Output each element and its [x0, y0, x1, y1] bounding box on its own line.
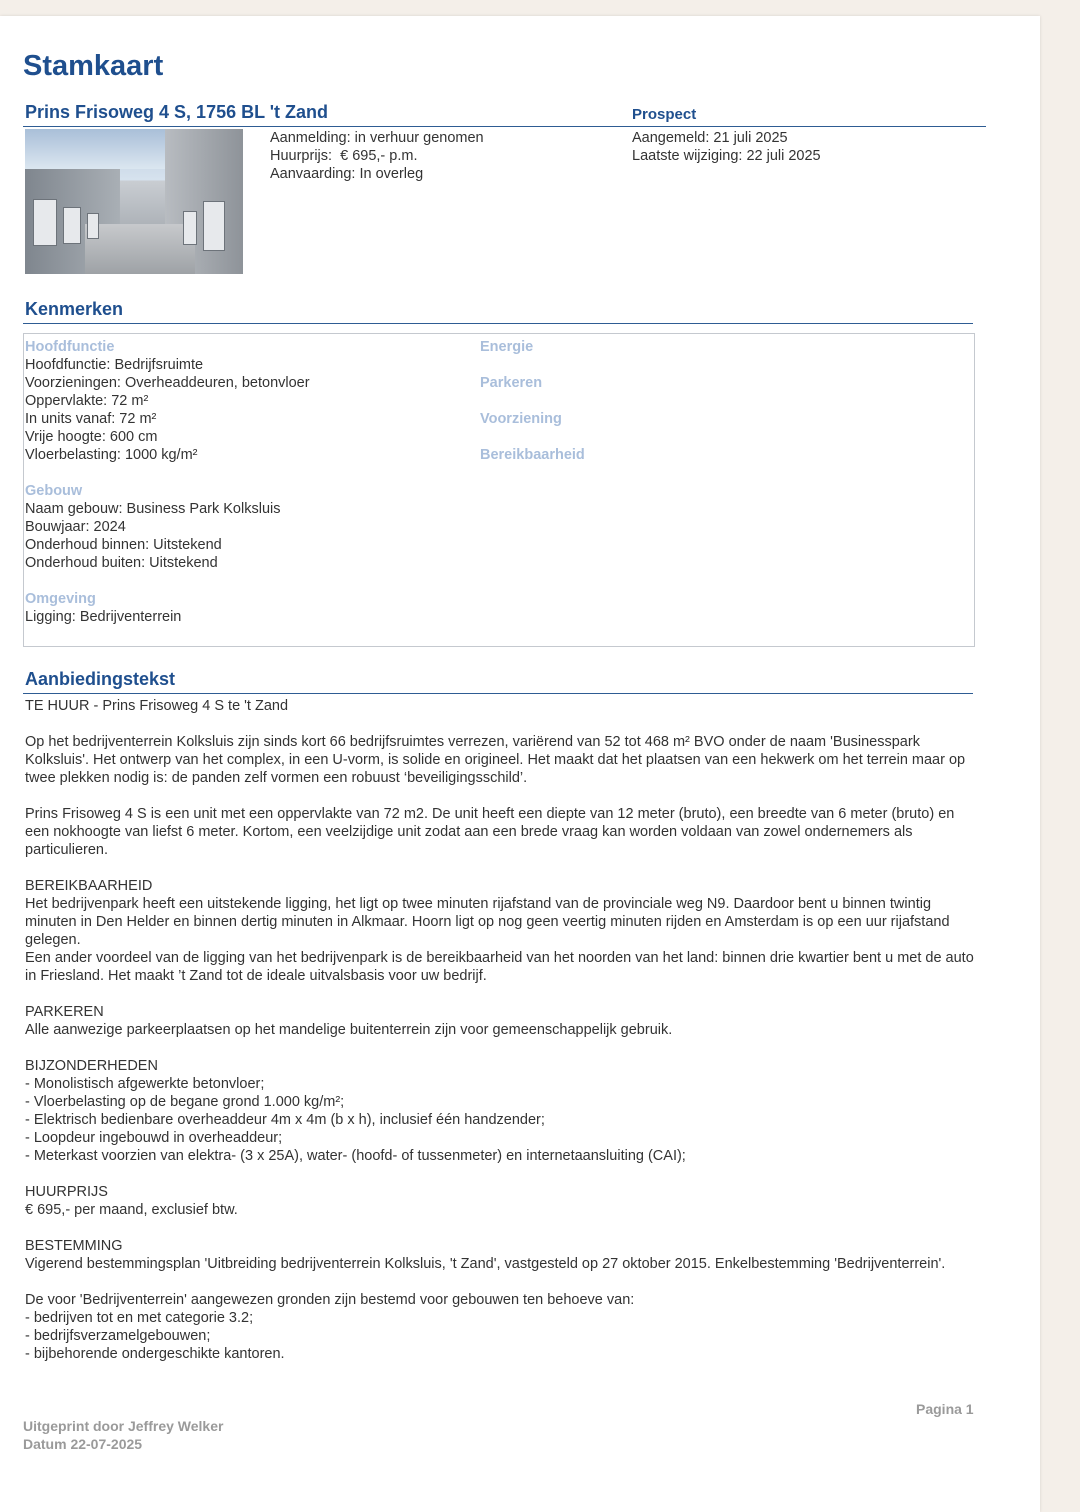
kenmerk-item: In units vanaf: 72 m² [25, 411, 157, 427]
kenmerk-item: Bouwjaar: 2024 [25, 519, 126, 535]
page-title: Stamkaart [23, 50, 164, 82]
voorziening-subheading: Voorziening [480, 411, 562, 427]
printed-by: Uitgeprint door Jeffrey Welker [23, 1418, 224, 1434]
laatste-wijziging-date: Laatste wijziging: 22 juli 2025 [632, 148, 821, 164]
aanbiedingstekst-heading: Aanbiedingstekst [25, 669, 176, 689]
property-address: Prins Frisoweg 4 S, 1756 BL 't Zand [25, 102, 329, 122]
parkeren-subheading: Parkeren [480, 375, 543, 391]
kenmerk-item: Ligging: Bedrijventerrein [25, 609, 182, 625]
listing-summary [270, 129, 484, 183]
kenmerk-item: Vloerbelasting: 1000 kg/m² [25, 447, 198, 463]
bereikbaarheid-subheading: Bereikbaarheid [480, 447, 585, 463]
listing-dates [632, 129, 821, 165]
energie-subheading: Energie [480, 339, 534, 355]
kenmerk-item: Oppervlakte: 72 m² [25, 393, 149, 409]
aanbiedingstekst-body: TE HUUR - Prins Frisoweg 4 S te 't Zand Op het bedrijventerrein Kolksluis zijn sinds kort 66 bedrijfsruimtes verrezen, variërend van 52 tot 468 m² BVO onder de naam 'Businesspark Kolksluis'. Het ontwerp van het complex, in een U-vorm, is solide en origineel. Het maakt dat het plaatsen van een hekwerk om het terrein maar op twee plekken nodig is: de panden zelf vormen een robuust ‘beveiligingsschild’. Prins Frisoweg 4 S is een unit met een oppervlakte van 72 m2. De unit heeft een diepte van 12 meter (bruto), een breedte van 6 meter (bruto) en een nokhoogte van liefst 6 meter. Kortom, een veelzijdige unit zodat aan een brede vraag kan worden voldaan van zowel ondernemers als particulieren. BEREIKBAARHEID Het bedrijvenpark heeft een uitstekende ligging, het ligt op twee minuten rijafstand van de provinciale weg N9. Daardoor bent u binnen twintig minuten in Den Helder en binnen dertig minuten in Alkmaar. Hoorn ligt op nog geen veertig minuten rijden en Amsterdam is op een uur rijafstand gelegen. Een ander voordeel van de ligging van het bedrijvenpark is de bereikbaarheid van het noorden van het land: binnen drie kwartier bent u met de auto in Friesland. Het maakt ’t Zand tot de ideale uitvalsbasis voor uw bedrijf. PARKEREN Alle aanwezige parkeerplaatsen op het mandelige buitenterrein zijn voor gemeenschappelijk gebruik. BIJZONDERHEDEN - Monolistisch afgewerkte betonvloer; - Vloerbelasting op de begane grond 1.000 kg/m²; - Elektrisch bedienbare overheaddeur 4m x 4m (b x h), inclusief één handzender; - Loopdeur ingebouwd in overheaddeur; - Meterkast voorzien van elektra- (3 x 25A), water- (hoofd- of tussenmeter) en internetaansluiting (CAI); HUURPRIJS € 695,- per maand, exclusief btw. BESTEMMING Vigerend bestemmingsplan 'Uitbreiding bedrijventerrein Kolksluis, 't Zand', vastgesteld op 27 oktober 2015. Enkelbestemming 'Bedrijventerrein'. De voor 'Bedrijventerrein' aangewezen gronden zijn bestemd voor gebouwen ten behoeve van: - bedrijven tot en met categorie 3.2; - bedrijfsverzamelgebouwen; - bijbehorende ondergeschikte kantoren. [25, 698, 974, 1362]
kenmerk-item: Onderhoud buiten: Uitstekend [25, 555, 218, 571]
page-number: Pagina 1 [916, 1401, 974, 1417]
kenmerken-box [23, 333, 975, 647]
status-label: Prospect [632, 106, 697, 123]
omgeving-subheading: Omgeving [25, 591, 96, 607]
aanbiedingstekst-divider [23, 693, 973, 694]
kenmerken-left-column [25, 338, 465, 626]
kenmerk-item: Hoofdfunctie: Bedrijfsruimte [25, 357, 204, 373]
kenmerk-item: Onderhoud binnen: Uitstekend [25, 537, 222, 553]
warehouse-photo [25, 129, 243, 274]
aangemeld-date: Aangemeld: 21 juli 2025 [632, 130, 788, 146]
document-sheet [0, 16, 1040, 1512]
kenmerk-item: Naam gebouw: Business Park Kolksluis [25, 501, 281, 517]
aanmelding-text: Aanmelding: in verhuur genomen [270, 130, 484, 146]
header-divider [23, 126, 986, 127]
kenmerk-item: Vrije hoogte: 600 cm [25, 429, 158, 445]
huurprijs-text: Huurprijs: € 695,- p.m. [270, 148, 418, 164]
print-date: Datum 22-07-2025 [23, 1436, 143, 1452]
kenmerken-divider [23, 323, 973, 324]
hoofdfunctie-subheading: Hoofdfunctie [25, 339, 115, 355]
kenmerken-right-column [480, 338, 780, 464]
kenmerk-item: Voorzieningen: Overheaddeuren, betonvloer [25, 375, 310, 391]
gebouw-subheading: Gebouw [25, 483, 83, 499]
aanvaarding-text: Aanvaarding: In overleg [270, 166, 424, 182]
kenmerken-heading: Kenmerken [25, 299, 124, 319]
